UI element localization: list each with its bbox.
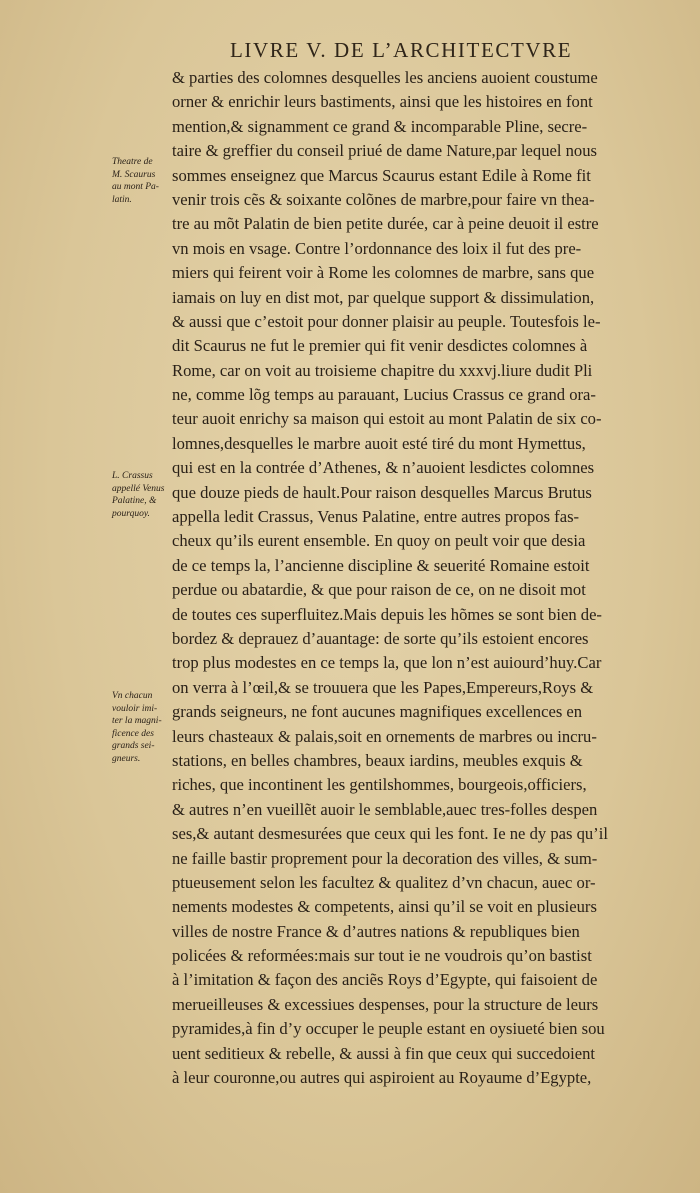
running-head: LIVRE V. DE L’ARCHITECTVRE <box>230 38 573 62</box>
text-line: Rome, car on voit au troisieme chapitre du xxxvj.liure dudit Pli <box>172 360 593 380</box>
text-line: merueilleuses & excessiues despenses, pour la structure de leurs <box>172 994 599 1014</box>
margin-note-line: au mont Pa- <box>112 182 159 193</box>
margin-note-line: pourquoy. <box>112 508 150 519</box>
text-line: leurs chasteaux & palais,soit en ornements de marbres ou incru- <box>172 726 597 746</box>
text-line: sommes enseignez que Marcus Scaurus estant Edile à Rome fit <box>172 165 591 185</box>
text-line: uent seditieux & rebelle, & aussi à fin que ceux qui succedoient <box>172 1043 596 1063</box>
margin-note-line: ter la magni- <box>112 716 162 727</box>
margin-note-line: Palatine, & <box>112 496 157 507</box>
margin-note-line: gneurs. <box>112 753 141 764</box>
text-line: qui est en la contrée d’Athenes, & n’auoient lesdictes colomnes <box>172 458 595 478</box>
text-line: ptueusement selon les facultez & qualitez d’vn chacun, auec or- <box>172 872 596 892</box>
text-line: & parties des colomnes desquelles les anciens auoient coustume <box>172 68 598 87</box>
text-line: & autres n’en vueillẽt auoir le semblable,auec tres-folles despen <box>172 799 598 819</box>
margin-note-line: Theatre de <box>112 157 153 167</box>
margin-note-line: latin. <box>112 194 132 205</box>
text-line: que douze pieds de hault.Pour raison desquelles Marcus Brutus <box>172 482 592 502</box>
text-line: perdue ou abatardie, & que pour raison de ce, on ne disoit mot <box>172 580 586 600</box>
text-line: stations, en belles chambres, beaux iardins, meubles exquis & <box>172 750 583 770</box>
margin-note-crassus <box>112 470 172 520</box>
text-line: taire & greffier du conseil priué de dame Nature,par lequel nous <box>172 141 597 161</box>
text-line: ne, comme lõg temps au parauant, Lucius Crassus ce grand ora- <box>172 385 596 405</box>
text-line: ses,& autant desmesurées que ceux qui les font. Ie ne dy pas qu’il <box>172 824 608 844</box>
text-line: ne faille bastir proprement pour la decoration des villes, & sum- <box>172 848 598 868</box>
text-line: & aussi que c’estoit pour donner plaisir au peuple. Toutesfois le- <box>172 311 601 331</box>
text-line: à l’imitation & façon des anciẽs Roys d’Egypte, qui faisoient de <box>172 970 598 990</box>
text-line: nements modestes & competents, ainsi qu’il se voit en plusieurs <box>172 897 597 917</box>
text-line: à leur couronne,ou autres qui aspiroient au Royaume d’Egypte, <box>172 1068 592 1088</box>
margin-note-line: M. Scaurus <box>112 169 156 180</box>
text-line: orner & enrichir leurs bastiments, ainsi que les histoires en font <box>172 92 593 112</box>
text-line: policées & reformées:mais sur tout ie ne voudrois qu’on bastist <box>172 946 592 966</box>
text-line: cheux qu’ils eurent ensemble. En quoy on peult voir que desia <box>172 531 586 551</box>
margin-note-line: Vn chacun <box>112 691 153 701</box>
text-line: riches, que incontinent les gentilshommes, bourgeois,officiers, <box>172 775 587 795</box>
text-line: dit Scaurus ne fut le premier qui fit venir desdictes colomnes à <box>172 336 588 356</box>
text-line: de ce temps la, l’ancienne discipline & seuerité Romaine estoit <box>172 555 590 575</box>
text-line: lomnes,desquelles le marbre auoit esté tiré du mont Hymettus, <box>172 433 586 453</box>
text-line: on verra à l’œil,& se trouuera que les Papes,Empereurs,Roys & <box>172 677 594 697</box>
margin-note-line: vouloir imi- <box>112 703 158 714</box>
margin-note-line: appellé Venus <box>112 483 165 494</box>
text-line: grands seigneurs, ne font aucunes magnifiques excellences en <box>172 702 583 722</box>
body-text <box>172 66 682 1090</box>
margin-note-imitation <box>112 690 172 766</box>
text-line: tre au mõt Palatin de bien petite durée, car à peine deuoit il estre <box>172 214 599 234</box>
margin-note-line: grands sei- <box>112 741 155 752</box>
text-line: teur auoit enrichy sa maison qui estoit au mont Palatin de six co- <box>172 409 602 429</box>
margin-note-scaurus-theatre <box>112 156 172 206</box>
text-line: pyramides,à fin d’y occuper le peuple estant en oysiueté bien sou <box>172 1019 605 1039</box>
text-line: appella ledit Crassus, Venus Palatine, entre autres propos fas- <box>172 507 580 527</box>
margin-note-line: ficence des <box>112 728 154 739</box>
text-line: miers qui feirent voir à Rome les colomnes de marbre, sans que <box>172 263 595 283</box>
text-line: venir trois cẽs & soixante colõnes de marbre,pour faire vn thea- <box>172 189 595 209</box>
text-line: bordez & deprauez d’auantage: de sorte qu’ils estoient encores <box>172 628 589 648</box>
text-line: de toutes ces superfluitez.Mais depuis les hõmes se sont bien de- <box>172 604 602 624</box>
text-line: trop plus modestes en ce temps la, que lon n’est auiourd’huy.Car <box>172 653 602 673</box>
text-line: iamais on luy en dist mot, par quelque support & dissimulation, <box>172 287 595 307</box>
text-line: vn mois en vsage. Contre l’ordonnance des loix il fut des pre- <box>172 238 582 258</box>
text-line: villes de nostre France & d’autres nations & republiques bien <box>172 921 580 941</box>
margin-note-line: L. Crassus <box>112 471 153 481</box>
text-line: mention,& signamment ce grand & incomparable Pline, secre- <box>172 116 588 136</box>
